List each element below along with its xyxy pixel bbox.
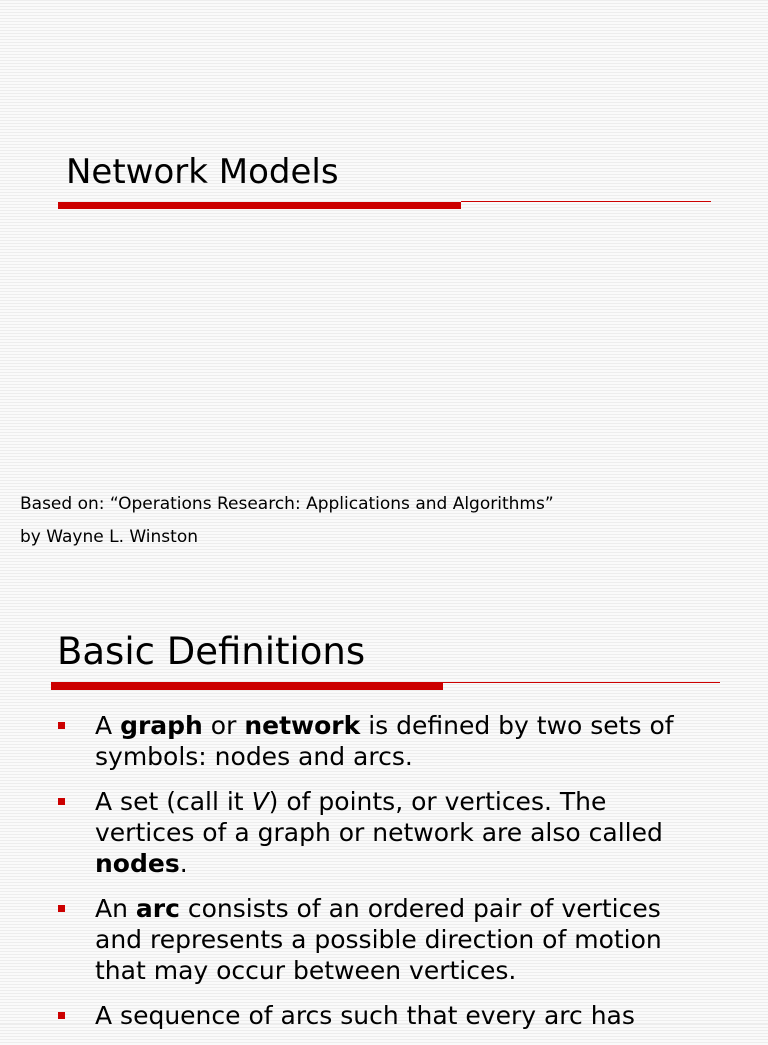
title-underline-thin — [461, 201, 711, 202]
square-bullet-icon — [58, 722, 65, 729]
term-arc: arc — [135, 894, 180, 923]
source-citation: Based on: “Operations Research: Applications and Algorithms” — [20, 494, 554, 514]
title-underline-thick — [51, 682, 443, 690]
list-item: A set (call it V) of points, or vertices. The vertices of a graph or network are also called nodes. — [0, 786, 768, 879]
list-item: An arc consists of an ordered pair of vertices and represents a possible direction of motion that may occur between vertices. — [0, 893, 768, 986]
square-bullet-icon — [58, 1012, 65, 1019]
square-bullet-icon — [58, 798, 65, 805]
definition-list — [0, 710, 768, 1045]
title-underline-thick — [58, 202, 461, 209]
title-underline-thin — [443, 682, 720, 683]
term-nodes: nodes — [95, 849, 180, 878]
symbol-v: V — [251, 787, 269, 816]
list-item: A sequence of arcs such that every arc has — [0, 1000, 768, 1031]
list-item: A graph or network is defined by two sets of symbols: nodes and arcs. — [0, 710, 768, 772]
definitions-slide — [0, 600, 768, 1030]
slide-title: Basic Definitions — [57, 630, 366, 673]
source-author: by Wayne L. Winston — [20, 527, 199, 547]
term-network: network — [244, 711, 361, 740]
slide-title: Network Models — [66, 152, 339, 192]
term-graph: graph — [120, 711, 203, 740]
square-bullet-icon — [58, 905, 65, 912]
